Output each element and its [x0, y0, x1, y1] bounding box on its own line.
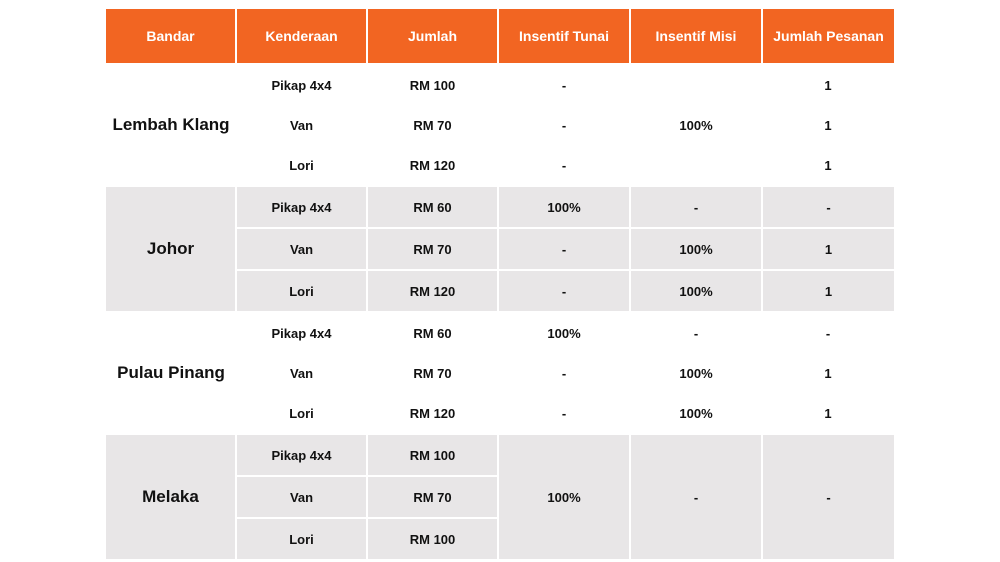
incentive-table-container: [106, 9, 894, 561]
mission-incentive-cell: 100%: [630, 393, 762, 434]
cash-incentive-cell: 100%: [498, 434, 630, 560]
header-jumlah-pesanan: Jumlah Pesanan: [762, 9, 894, 63]
amount-cell: RM 100: [367, 63, 498, 105]
vehicle-cell: Lori: [236, 270, 367, 312]
order-count-cell: -: [762, 434, 894, 560]
table-row: [106, 434, 894, 476]
amount-cell: RM 100: [367, 518, 498, 560]
cash-incentive-cell: -: [498, 63, 630, 105]
group-johor: [106, 186, 894, 312]
mission-incentive-cell: -: [630, 186, 762, 228]
amount-cell: RM 70: [367, 105, 498, 145]
group-melaka: [106, 434, 894, 560]
amount-cell: RM 70: [367, 476, 498, 518]
table-row: [106, 186, 894, 228]
vehicle-cell: Lori: [236, 145, 367, 186]
header-insentif-tunai: Insentif Tunai: [498, 9, 630, 63]
vehicle-cell: Van: [236, 228, 367, 270]
amount-cell: RM 60: [367, 186, 498, 228]
group-pulau-pinang: [106, 312, 894, 434]
header-bandar: Bandar: [106, 9, 236, 63]
cash-incentive-cell: -: [498, 105, 630, 145]
vehicle-cell: Pikap 4x4: [236, 186, 367, 228]
order-count-cell: 1: [762, 145, 894, 186]
group-lembah-klang: [106, 63, 894, 186]
amount-cell: RM 70: [367, 353, 498, 393]
table-header: [106, 9, 894, 63]
amount-cell: RM 100: [367, 434, 498, 476]
order-count-cell: 1: [762, 270, 894, 312]
table-row: [106, 63, 894, 105]
vehicle-cell: Van: [236, 353, 367, 393]
vehicle-cell: Pikap 4x4: [236, 312, 367, 353]
order-count-cell: 1: [762, 63, 894, 105]
vehicle-cell: Van: [236, 476, 367, 518]
city-cell: Melaka: [106, 434, 236, 560]
table-row: [106, 312, 894, 353]
order-count-cell: -: [762, 312, 894, 353]
cash-incentive-cell: 100%: [498, 312, 630, 353]
amount-cell: RM 120: [367, 393, 498, 434]
cash-incentive-cell: -: [498, 228, 630, 270]
vehicle-cell: Lori: [236, 393, 367, 434]
cash-incentive-cell: -: [498, 270, 630, 312]
order-count-cell: 1: [762, 105, 894, 145]
cash-incentive-cell: -: [498, 145, 630, 186]
mission-incentive-cell: 100%: [630, 270, 762, 312]
city-cell: Johor: [106, 186, 236, 312]
city-cell: Lembah Klang: [106, 63, 236, 186]
cash-incentive-cell: 100%: [498, 186, 630, 228]
cash-incentive-cell: -: [498, 353, 630, 393]
mission-incentive-cell: -: [630, 434, 762, 560]
amount-cell: RM 60: [367, 312, 498, 353]
order-count-cell: 1: [762, 228, 894, 270]
order-count-cell: 1: [762, 353, 894, 393]
header-row: [106, 9, 894, 63]
amount-cell: RM 70: [367, 228, 498, 270]
mission-incentive-cell: 100%: [630, 353, 762, 393]
order-count-cell: -: [762, 186, 894, 228]
mission-incentive-cell: 100%: [630, 63, 762, 186]
amount-cell: RM 120: [367, 270, 498, 312]
header-jumlah: Jumlah: [367, 9, 498, 63]
city-cell: Pulau Pinang: [106, 312, 236, 434]
cash-incentive-cell: -: [498, 393, 630, 434]
order-count-cell: 1: [762, 393, 894, 434]
mission-incentive-cell: 100%: [630, 228, 762, 270]
vehicle-cell: Pikap 4x4: [236, 434, 367, 476]
mission-incentive-cell: -: [630, 312, 762, 353]
vehicle-cell: Pikap 4x4: [236, 63, 367, 105]
vehicle-cell: Lori: [236, 518, 367, 560]
header-kenderaan: Kenderaan: [236, 9, 367, 63]
vehicle-cell: Van: [236, 105, 367, 145]
incentive-table: [106, 9, 894, 561]
amount-cell: RM 120: [367, 145, 498, 186]
header-insentif-misi: Insentif Misi: [630, 9, 762, 63]
